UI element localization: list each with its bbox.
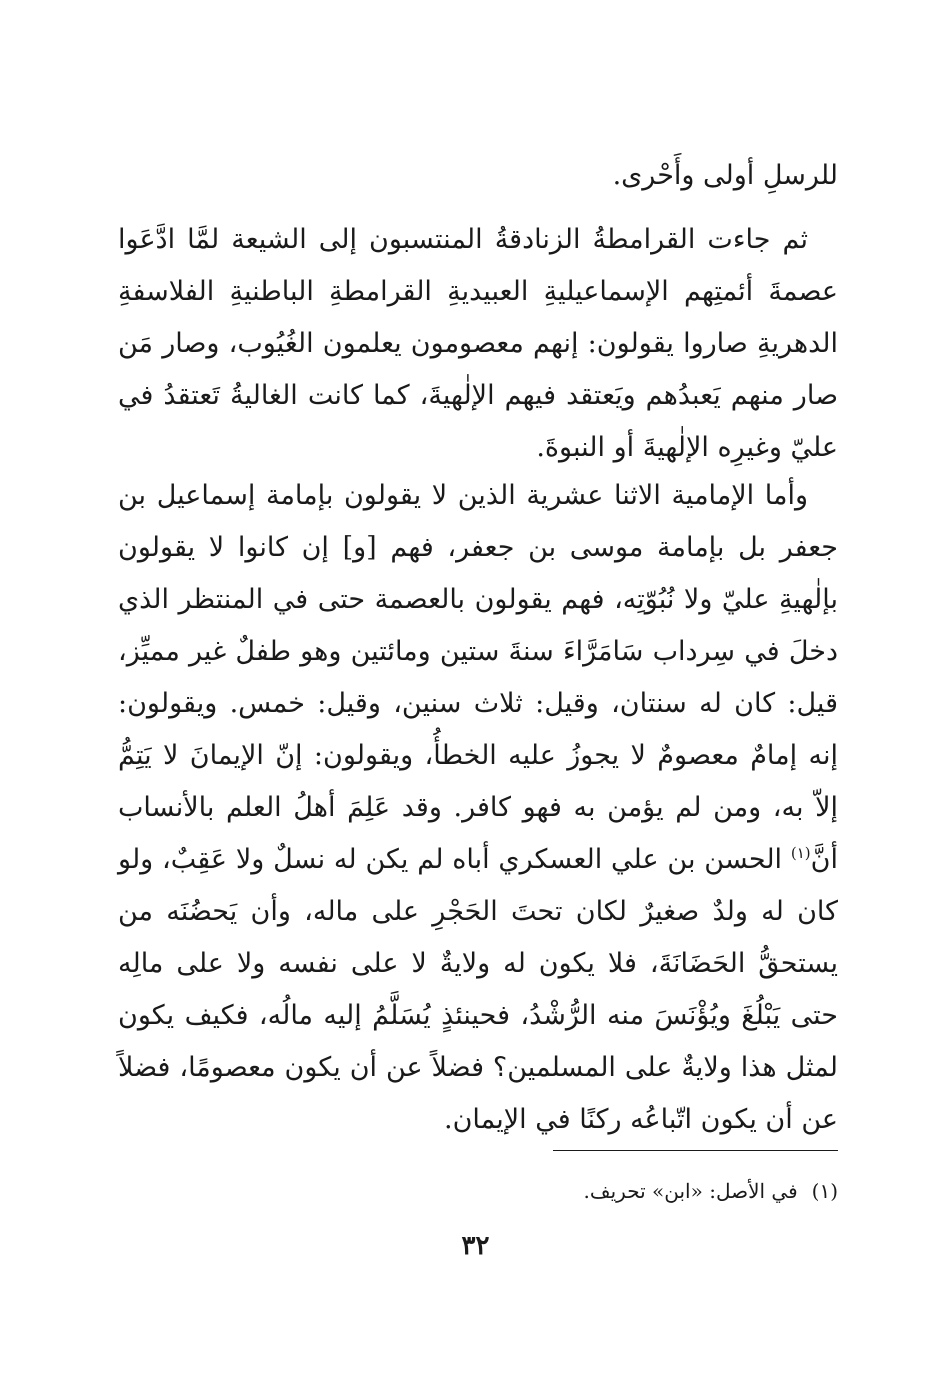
paragraph-3-text xyxy=(118,470,838,1146)
footnote-text: في الأصل: «ابن» تحريف. xyxy=(583,1179,798,1203)
paragraph-1 xyxy=(118,150,838,202)
footnote-divider xyxy=(553,1150,838,1151)
footnote xyxy=(118,1175,838,1207)
paragraph-3 xyxy=(118,470,838,1146)
paragraph-1-text: للرسلِ أولى وأَحْرى. xyxy=(612,160,838,191)
paragraph-3-text-before-ref: وأما الإمامية الاثنا عشرية الذين لا يقولون بإمامة إسماعيل بن جعفر بل بإمامة موسى بن جعفر، فهم [و] إن كانوا لا يقولون بإلٰهيةِ عليّ ولا نُبُوّتِه، فهم يقولون بالعصمة حتى في المنتظر الذي دخلَ في سِرداب سَامَرَّاءَ سنةَ ستين ومائتين وهو طفلٌ غير مميِّز، قيل: كان له سنتان، وقيل: ثلاث سنين، وقيل: خمس. ويقولون: إنه إمامٌ معصومٌ لا يجوزُ عليه الخطأُ، ويقولون: إنّ الإيمانَ لا يَتِمُّ إلاّ به، ومن لم يؤمن به فهو كافر. وقد عَلِمَ أهلُ العلم بالأنساب أنَّ xyxy=(118,480,838,875)
page-number: ٣٢ xyxy=(461,1231,490,1261)
footnote-reference-marker[interactable]: (١) xyxy=(790,844,811,862)
paragraph-2 xyxy=(118,214,838,474)
footnote-number: (١) xyxy=(811,1179,838,1203)
paragraph-2-text: ثم جاءت القرامطةُ الزنادقةُ المنتسبون إلى الشيعة لمَّا ادَّعَوا عصمةَ أئمتِهم الإسماعيليةِ العبيديةِ القرامطةِ الباطنيةِ الفلاسفةِ الدهريةِ صاروا يقولون: إنهم معصومون يعلمون الغُيُوب، وصار مَن صار منهم يَعبدُهم ويَعتقد فيهم الإلٰهيةَ، كما كانت الغاليةُ تَعتقدُ في عليّ وغيرِه الإلٰهيةَ أو النبوةَ. xyxy=(118,224,838,463)
paragraph-3-text-after-ref: الحسن بن علي العسكري أباه لم يكن له نسلٌ ولا عَقِبٌ، ولو كان له ولدٌ صغيرٌ لكان تحتَ الحَجْرِ على ماله، وأن يَحضُنَه من يستحقُّ الحَضَانَةَ، فلا يكون له ولايةٌ لا على نفسه ولا على مالِه حتى يَبْلُغَ ويُؤْنَسَ منه الرُّشْدُ، فحينئذٍ يُسَلَّمُ إليه مالُه، فكيف يكون لمثل هذا ولايةٌ على المسلمين؟ فضلاً عن أن يكون معصومًا، فضلاً عن أن يكون اتّباعُه ركنًا في الإيمان. xyxy=(118,844,838,1135)
